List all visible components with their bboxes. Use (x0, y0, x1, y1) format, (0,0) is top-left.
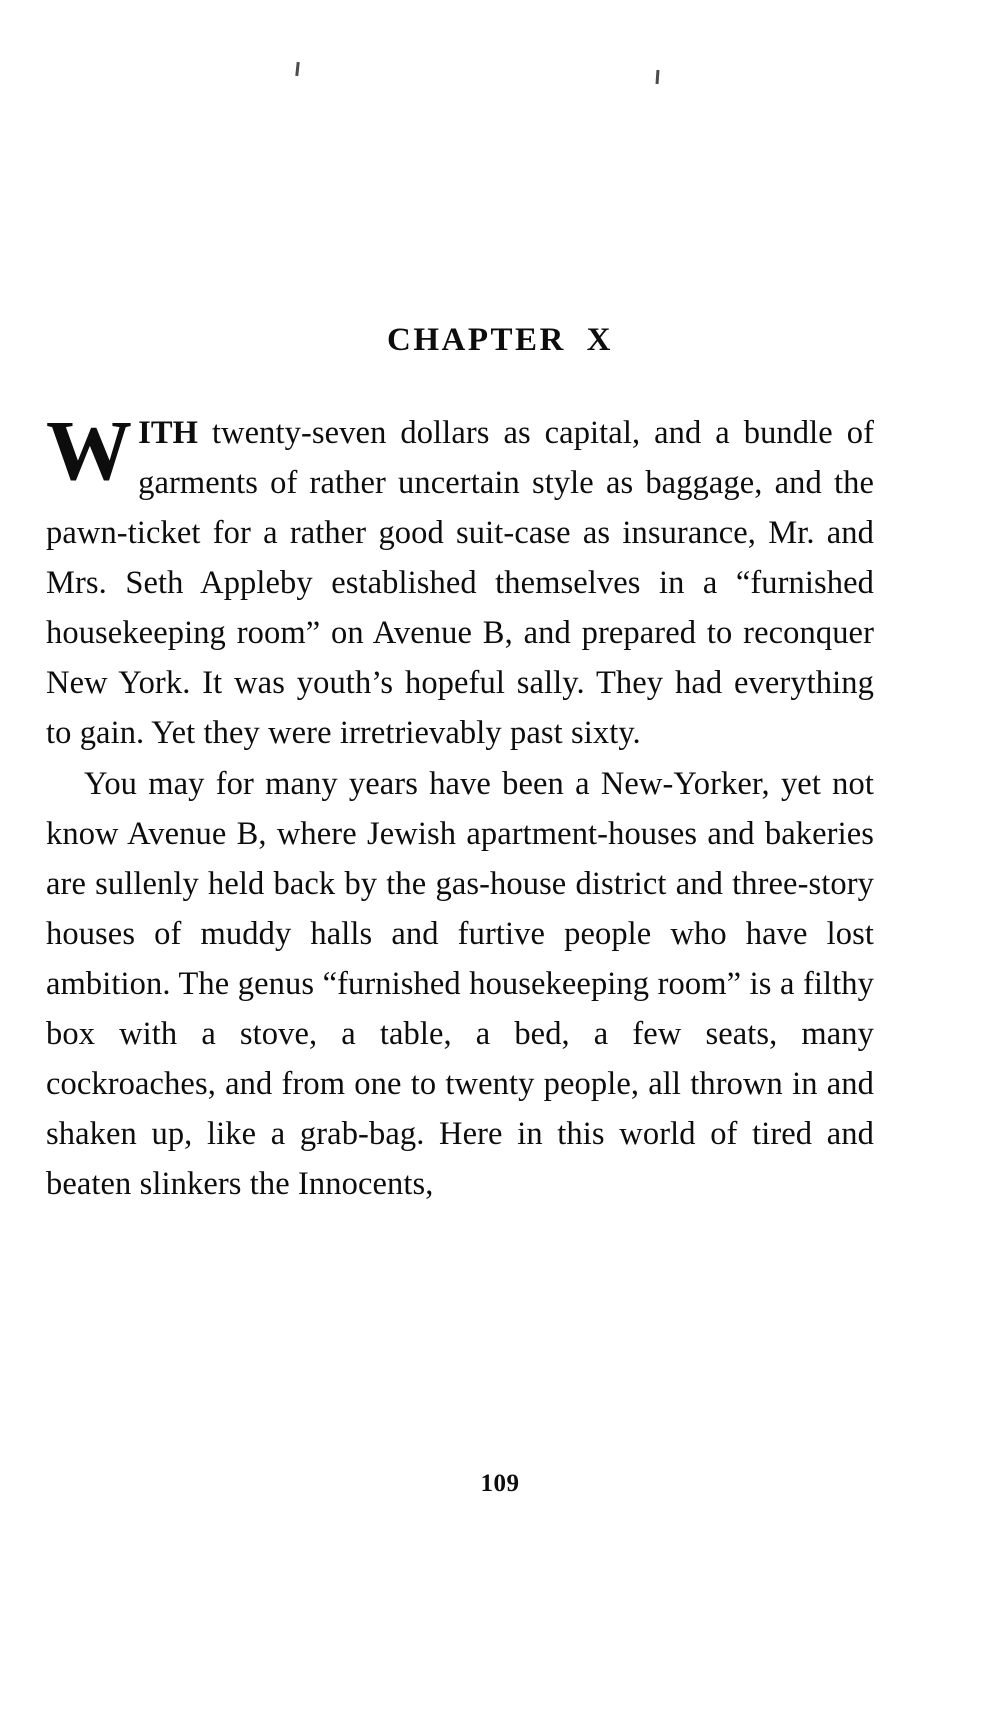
paragraph-1-text: twenty-seven dollars as capital, and a bundle of garments of rather uncertain style as baggage, and the pawn-ticket for a rather good suit-case as insurance, Mr. and Mrs. Seth Appleby established themselves in a “furnished housekeeping room” on Avenue B, and prepared to reconquer New York. It was youth’s hopeful sally. They had everything to gain. Yet they were irretrievably past sixty. (46, 415, 874, 751)
drop-cap: W (46, 402, 133, 498)
paragraph-2 (46, 759, 874, 1209)
paragraph-1 (46, 402, 874, 758)
scan-mark-right-icon (656, 70, 660, 84)
page-number: 109 (480, 1470, 520, 1497)
scan-mark-left-icon (295, 62, 299, 76)
paragraph-2-text: You may for many years have been a New-Yorker, yet not know Avenue B, where Jewish apartment-houses and bakeries are sullenly held back by the gas-house district and three-story houses of muddy halls and furtive people who have lost ambition. The genus “furnished housekeeping room” is a filthy box with a stove, a table, a bed, a few seats, many cockroaches, and from one to twenty people, all thrown in and shaken up, like a grab-bag. Here in this world of tired and beaten slinkers the Innocents, (46, 766, 874, 1202)
chapter-heading: CHAPTER X (387, 322, 613, 358)
paragraph-1-lead: ITH (138, 415, 199, 451)
body-text (46, 402, 874, 1209)
